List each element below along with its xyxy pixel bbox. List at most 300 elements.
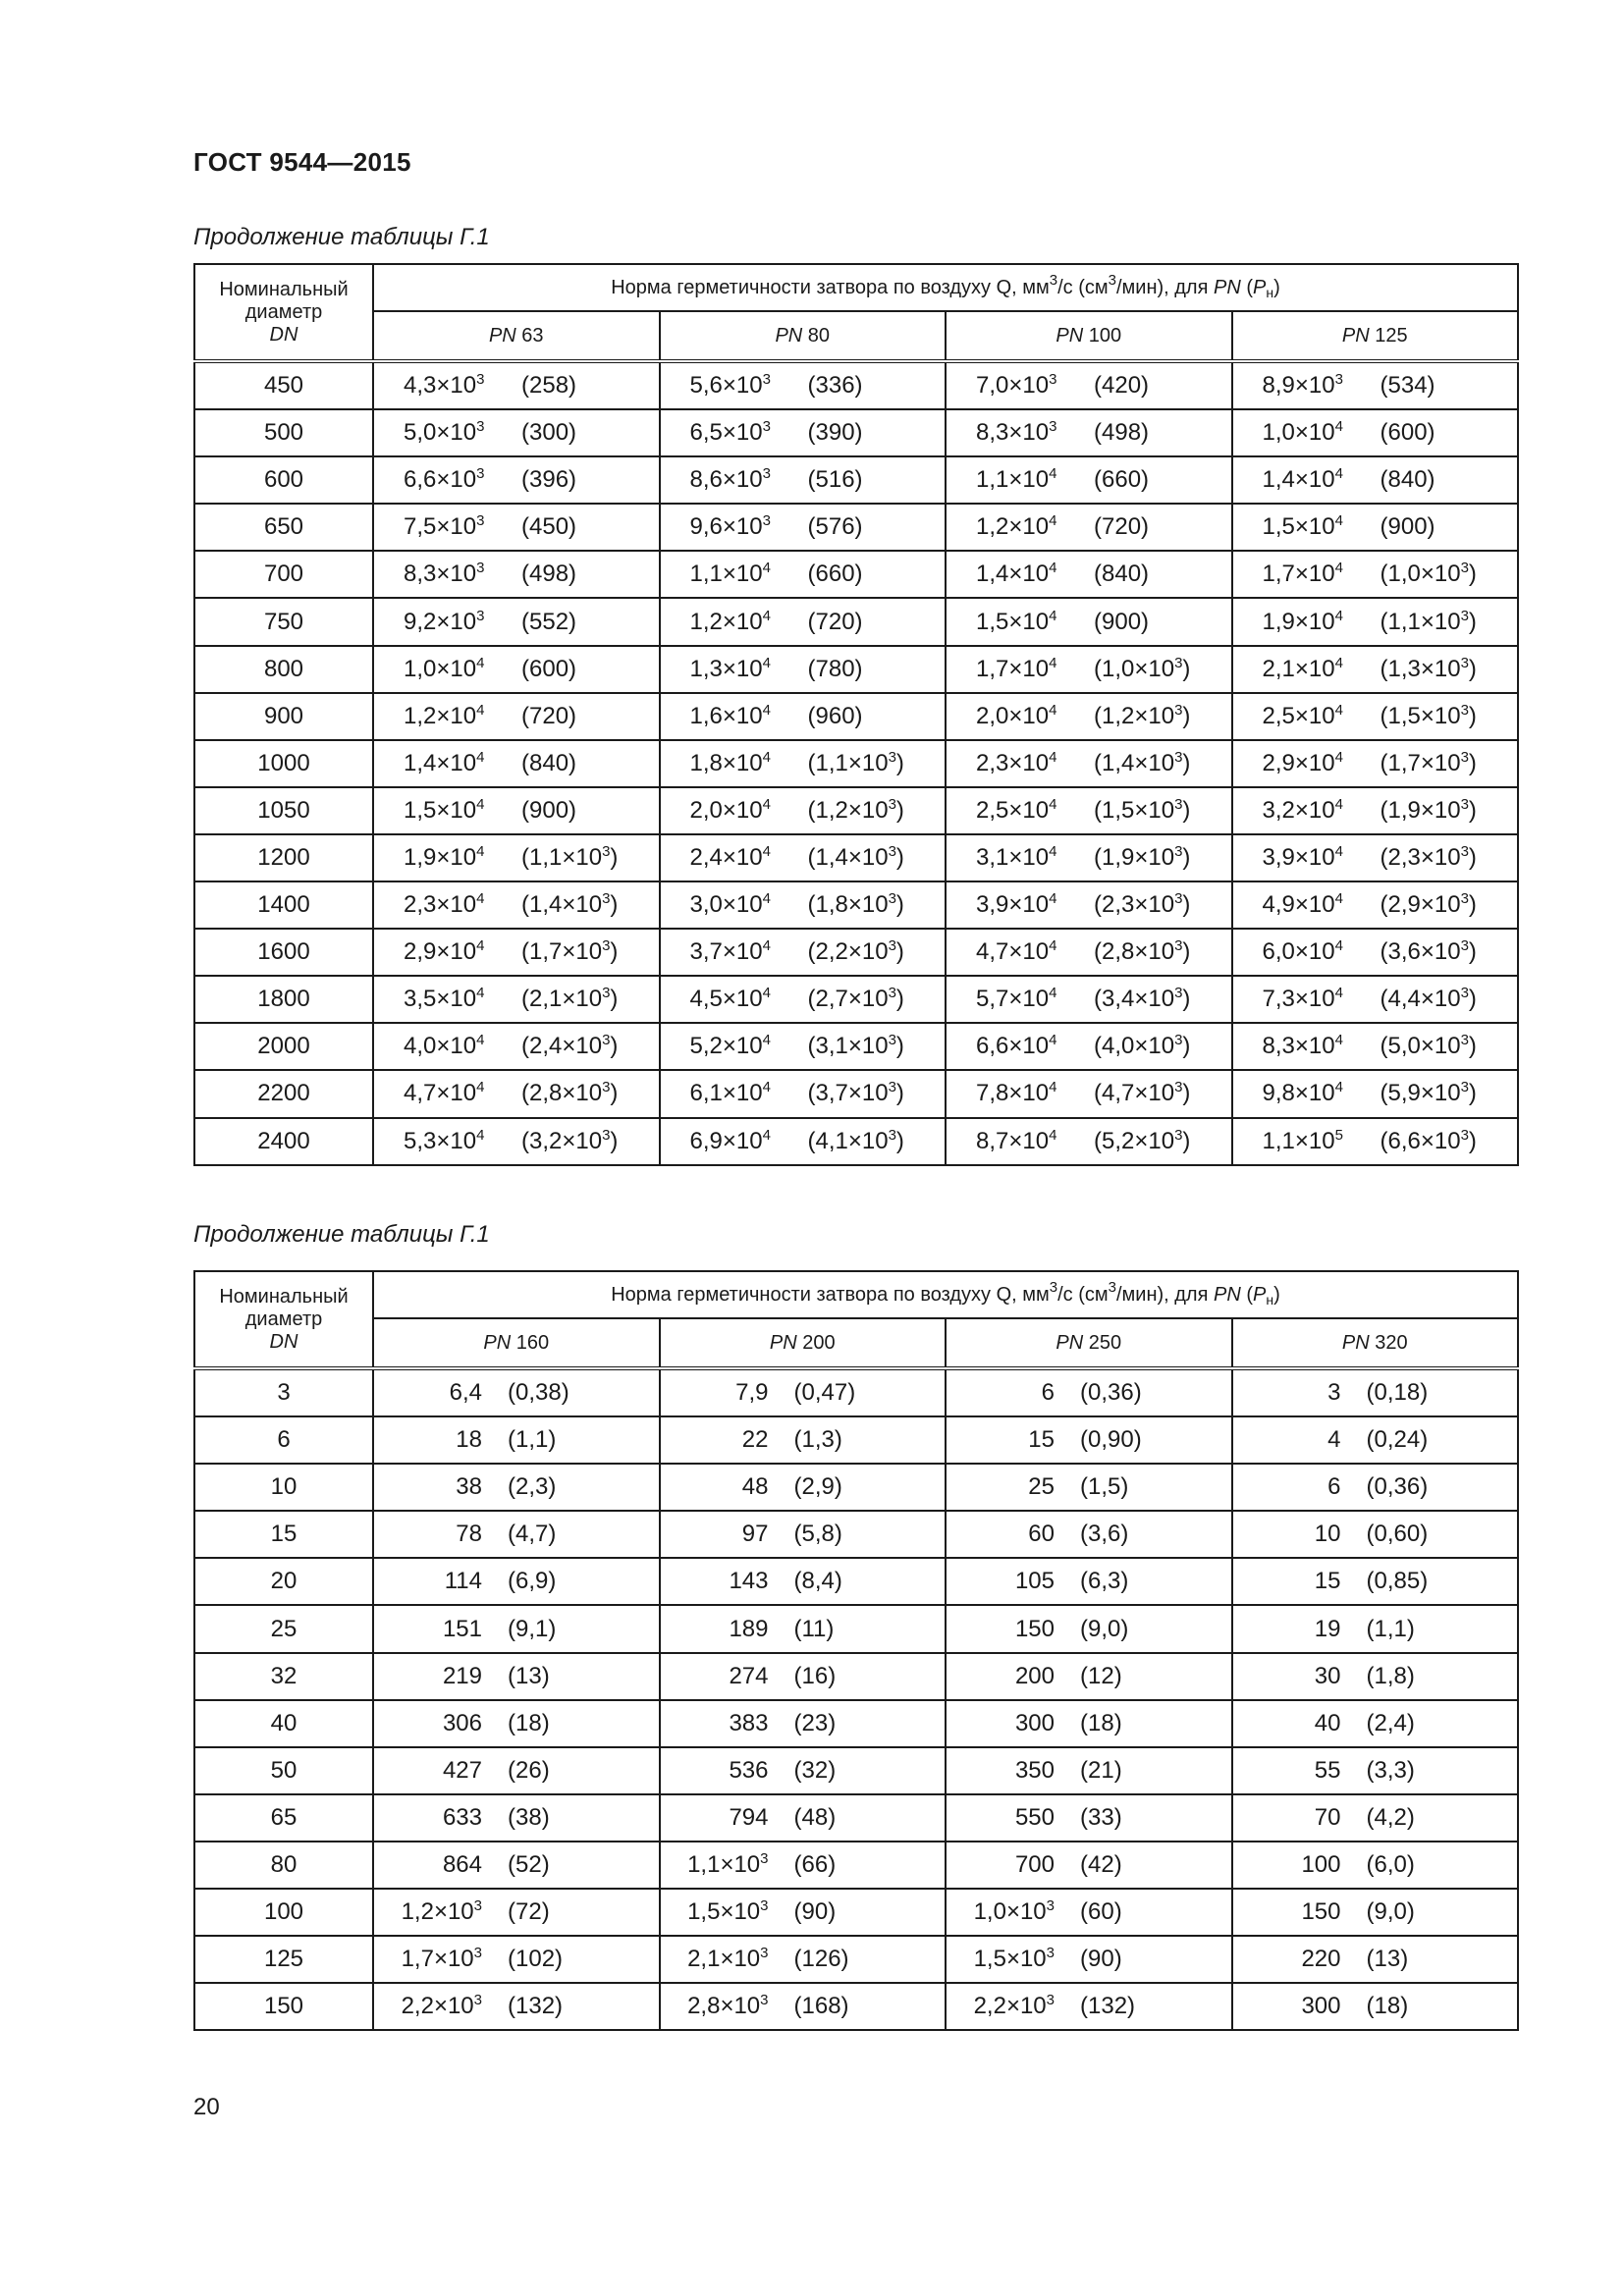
paren-value: (1,5×10	[1094, 796, 1175, 824]
paren-value: (18)	[1366, 1993, 1409, 2020]
leakage-value-cell	[373, 409, 660, 456]
dn-column-header	[194, 1271, 373, 1368]
mantissa: 1,5×10	[973, 1946, 1047, 1973]
leakage-value-cell	[1232, 551, 1519, 598]
table-row	[194, 976, 1518, 1023]
leakage-value-cell	[373, 740, 660, 787]
mantissa: 18	[456, 1426, 482, 1454]
dn-cell: 125	[194, 1936, 373, 1983]
mantissa: 700	[1014, 1850, 1055, 1878]
paren-value: (6,3)	[1080, 1568, 1129, 1595]
mantissa: 300	[1301, 1993, 1341, 2020]
leakage-value-cell	[946, 1023, 1232, 1070]
exponent: 4	[476, 1079, 485, 1096]
paren-close: )	[895, 843, 904, 871]
dn-cell: 150	[194, 1983, 373, 2030]
leakage-cm3min	[482, 1804, 550, 1832]
paren-close: )	[1182, 938, 1191, 966]
paren-value: (390)	[807, 419, 863, 447]
table-row	[194, 1653, 1518, 1700]
paren-value: (1,7×10	[521, 938, 603, 966]
paren-value: (132)	[508, 1993, 564, 2020]
leakage-cm3min	[521, 797, 576, 825]
mantissa: 550	[1014, 1803, 1055, 1831]
leakage-cm3min	[1094, 513, 1149, 541]
paren-value: (60)	[1080, 1898, 1122, 1926]
leakage-cm3min	[521, 419, 576, 447]
leakage-cm3min	[1380, 986, 1477, 1013]
mantissa: 1,1×10	[687, 1850, 761, 1878]
paren-close: )	[895, 938, 904, 966]
mantissa: 2,4×10	[689, 843, 763, 871]
table-caption: Продолжение таблицы Г.1	[193, 224, 490, 250]
dn-cell: 500	[194, 409, 373, 456]
mantissa: 1,5×10	[1262, 513, 1335, 541]
leakage-mm3s	[661, 1710, 769, 1737]
leakage-value-cell	[373, 598, 660, 645]
exponent: 3	[476, 371, 485, 389]
mantissa: 274	[729, 1662, 769, 1689]
exponent: 3	[888, 842, 896, 860]
paren-close: )	[610, 1127, 619, 1154]
paren-close: )	[610, 938, 619, 966]
leakage-cm3min	[521, 1080, 618, 1107]
mantissa: 7,0×10	[976, 372, 1050, 400]
leakage-mm3s	[661, 1898, 769, 1926]
leakage-value-cell	[373, 1889, 660, 1936]
table-row	[194, 881, 1518, 929]
leakage-value-cell	[946, 1558, 1232, 1605]
paren-value: (4,7)	[508, 1521, 557, 1548]
dn-cell: 80	[194, 1842, 373, 1889]
mantissa: 3,0×10	[689, 891, 763, 919]
mantissa: 1,7×10	[976, 655, 1050, 682]
exponent: 4	[1049, 1032, 1057, 1049]
paren-value: (840)	[521, 749, 577, 776]
leakage-mm3s	[1233, 1710, 1341, 1737]
leakage-cm3min	[808, 466, 863, 494]
exponent: 4	[1049, 560, 1057, 577]
dn-cell: 650	[194, 504, 373, 551]
table-row	[194, 1511, 1518, 1558]
mantissa: 2,3×10	[404, 891, 477, 919]
leakage-value-cell	[946, 834, 1232, 881]
leakage-value-cell	[660, 976, 947, 1023]
exponent: 4	[762, 1126, 771, 1144]
mantissa: 2,9×10	[1262, 749, 1335, 776]
table-row	[194, 1605, 1518, 1652]
pn-column-header: PN 100	[946, 311, 1232, 361]
paren-close: )	[895, 796, 904, 824]
exponent: 3	[1174, 937, 1183, 955]
paren-value: (1,0×10	[1094, 655, 1175, 682]
leakage-cm3min	[769, 1804, 837, 1832]
leakage-value-cell	[373, 1118, 660, 1165]
leakage-cm3min	[808, 797, 904, 825]
exponent: 3	[760, 1897, 769, 1915]
leakage-value-cell	[1232, 1416, 1519, 1464]
mantissa: 15	[1028, 1426, 1055, 1454]
exponent: 5	[1334, 1126, 1343, 1144]
mantissa: 6,0×10	[1262, 938, 1335, 966]
mantissa: 7,9	[735, 1379, 769, 1407]
leakage-value-cell	[946, 456, 1232, 504]
paren-close: )	[1468, 843, 1477, 871]
leakage-cm3min	[1380, 750, 1477, 777]
paren-value: (90)	[1080, 1946, 1122, 1973]
paren-value: (6,6×10	[1380, 1127, 1461, 1154]
exponent: 4	[762, 937, 771, 955]
paren-close: )	[895, 1127, 904, 1154]
exponent: 3	[1460, 890, 1469, 908]
paren-value: (42)	[1080, 1850, 1122, 1878]
mantissa: 1,5×10	[404, 796, 477, 824]
exponent: 4	[1049, 937, 1057, 955]
dn-cell: 3	[194, 1368, 373, 1416]
table-row	[194, 787, 1518, 834]
leakage-value-cell	[1232, 1653, 1519, 1700]
mantissa: 383	[729, 1709, 769, 1736]
leakage-mm3s	[947, 891, 1094, 919]
exponent: 3	[760, 1945, 769, 1962]
exponent: 3	[602, 1079, 611, 1096]
dn-header-line: Номинальный	[219, 278, 349, 300]
exponent: 3	[762, 512, 771, 530]
exponent: 4	[1049, 1079, 1057, 1096]
paren-value: (780)	[807, 655, 863, 682]
leakage-value-cell	[1232, 834, 1519, 881]
leakage-value-cell	[1232, 929, 1519, 976]
leakage-mm3s	[374, 561, 521, 588]
leakage-value-cell	[373, 929, 660, 976]
exponent: 3	[1174, 701, 1183, 719]
leakage-mm3s	[661, 513, 808, 541]
exponent: 3	[888, 985, 896, 1002]
exponent: 3	[1460, 1126, 1469, 1144]
leakage-cm3min	[1341, 1426, 1429, 1454]
exponent: 3	[1460, 560, 1469, 577]
leakage-mm3s	[1233, 466, 1380, 494]
leakage-cm3min	[482, 1851, 550, 1879]
paren-value: (4,7×10	[1094, 1080, 1175, 1107]
paren-value: (2,7×10	[807, 986, 889, 1013]
paren-close: )	[1468, 655, 1477, 682]
leakage-cm3min	[521, 844, 618, 872]
leakage-cm3min	[482, 1993, 563, 2020]
dn-cell: 1400	[194, 881, 373, 929]
paren-value: (126)	[793, 1946, 849, 1973]
exponent: 4	[1049, 654, 1057, 671]
leakage-cm3min	[808, 986, 904, 1013]
leakage-mm3s	[1233, 1663, 1341, 1690]
leakage-value-cell	[1232, 1936, 1519, 1983]
mantissa: 105	[1014, 1568, 1055, 1595]
paren-value: (2,9)	[793, 1473, 842, 1501]
exponent: 4	[762, 842, 771, 860]
mantissa: 536	[729, 1756, 769, 1784]
leakage-value-cell	[946, 361, 1232, 409]
table-row	[194, 456, 1518, 504]
leakage-value-cell	[1232, 1511, 1519, 1558]
paren-value: (0,47)	[793, 1379, 856, 1407]
paren-value: (2,2×10	[807, 938, 889, 966]
paren-value: (516)	[807, 466, 863, 494]
leakage-cm3min	[1380, 513, 1435, 541]
paren-close: )	[1182, 796, 1191, 824]
mantissa: 8,3×10	[1262, 1033, 1335, 1060]
leakage-value-cell	[946, 1070, 1232, 1117]
leakage-cm3min	[769, 1993, 849, 2020]
leakage-value-cell	[660, 834, 947, 881]
leakage-value-cell	[660, 504, 947, 551]
leakage-mm3s	[661, 986, 808, 1013]
leakage-mm3s	[661, 1663, 769, 1690]
dn-cell: 10	[194, 1464, 373, 1511]
exponent: 3	[888, 748, 896, 766]
paren-value: (4,4×10	[1380, 986, 1461, 1013]
leakage-value-cell	[373, 693, 660, 740]
leakage-mm3s	[1233, 1898, 1341, 1926]
leakage-cm3min	[1380, 844, 1477, 872]
dn-header-line: диаметр	[244, 1308, 323, 1330]
paren-close: )	[1468, 891, 1477, 919]
leakage-mm3s	[661, 466, 808, 494]
mantissa: 7,3×10	[1262, 986, 1335, 1013]
dn-cell: 20	[194, 1558, 373, 1605]
leakage-value-cell	[1232, 1070, 1519, 1117]
document-title: ГОСТ 9544—2015	[193, 147, 411, 177]
mantissa: 4,9×10	[1262, 891, 1335, 919]
paren-value: (168)	[793, 1993, 849, 2020]
leakage-cm3min	[1094, 1080, 1190, 1107]
leakage-mm3s	[661, 1757, 769, 1785]
dn-cell: 900	[194, 693, 373, 740]
leakage-cm3min	[808, 703, 863, 730]
mantissa: 22	[741, 1426, 769, 1454]
paren-value: (1,1×10	[521, 843, 603, 871]
mantissa: 4,3×10	[404, 372, 477, 400]
leakage-cm3min	[1341, 1898, 1415, 1926]
paren-value: (1,1×10	[807, 749, 889, 776]
paren-value: (1,5)	[1080, 1473, 1129, 1501]
paren-value: (900)	[521, 796, 577, 824]
leakage-mm3s	[1233, 1757, 1341, 1785]
leakage-value-cell	[660, 1023, 947, 1070]
leakage-cm3min	[1094, 938, 1190, 966]
exponent: 3	[473, 1897, 482, 1915]
leakage-cm3min	[482, 1379, 569, 1407]
paren-close: )	[1468, 749, 1477, 776]
paren-value: (720)	[521, 702, 577, 729]
paren-value: (0,36)	[1080, 1379, 1142, 1407]
exponent: 3	[1460, 748, 1469, 766]
exponent: 3	[888, 937, 896, 955]
paren-value: (18)	[1080, 1709, 1122, 1736]
leakage-mm3s	[1233, 656, 1380, 683]
exponent: 3	[1174, 654, 1183, 671]
paren-value: (4,2)	[1366, 1803, 1415, 1831]
exponent: 4	[1049, 465, 1057, 483]
leakage-value-cell	[1232, 1368, 1519, 1416]
paren-value: (498)	[521, 561, 577, 588]
dn-header-line: диаметр	[244, 300, 323, 323]
mantissa: 1,1×10	[976, 466, 1050, 494]
table-row	[194, 361, 1518, 409]
paren-value: (1,8×10	[807, 891, 889, 919]
leakage-cm3min	[1055, 1379, 1142, 1407]
paren-value: (38)	[508, 1803, 550, 1831]
leakage-mm3s	[947, 1080, 1094, 1107]
leakage-mm3s	[374, 1946, 482, 1973]
leakage-mm3s	[661, 938, 808, 966]
mantissa: 25	[1028, 1473, 1055, 1501]
leakage-cm3min	[808, 1033, 904, 1060]
mantissa: 40	[1314, 1709, 1341, 1736]
paren-value: (0,24)	[1366, 1426, 1429, 1454]
leakage-mm3s	[661, 1473, 769, 1501]
mantissa: 1,6×10	[689, 702, 763, 729]
exponent: 4	[1334, 842, 1343, 860]
paren-value: (72)	[508, 1898, 550, 1926]
paren-close: )	[1182, 702, 1191, 729]
leakage-value-cell	[373, 1464, 660, 1511]
paren-value: (1,7×10	[1380, 749, 1461, 776]
leakage-mm3s	[374, 986, 521, 1013]
exponent: 3	[762, 371, 771, 389]
exponent: 4	[1049, 842, 1057, 860]
pn-column-header: PN 63	[373, 311, 660, 361]
exponent: 3	[888, 795, 896, 813]
leakage-value-cell	[660, 361, 947, 409]
leakage-value-cell	[946, 1416, 1232, 1464]
leakage-cm3min	[808, 938, 904, 966]
leakage-mm3s	[374, 1710, 482, 1737]
leakage-mm3s	[1233, 1521, 1341, 1548]
exponent: 4	[1049, 985, 1057, 1002]
leakage-norm-header: Норма герметичности затвора по воздуху Q, $мм^3/с$ $(см^3/мин)$, для PN $(P_н)$	[373, 1271, 1518, 1318]
leakage-cm3min	[482, 1663, 550, 1690]
paren-value: (5,8)	[793, 1521, 842, 1548]
leakage-cm3min	[1341, 1710, 1415, 1737]
exponent: 3	[1460, 607, 1469, 624]
leakage-value-cell	[946, 976, 1232, 1023]
mantissa: 78	[456, 1521, 482, 1548]
leakage-mm3s	[661, 419, 808, 447]
exponent: 3	[602, 890, 611, 908]
paren-value: (9,0)	[1366, 1898, 1415, 1926]
mantissa: 3,9×10	[976, 891, 1050, 919]
leakage-value-cell	[660, 1605, 947, 1652]
paren-value: (1,1)	[1366, 1615, 1415, 1642]
leakage-cm3min	[521, 986, 618, 1013]
leakage-cm3min	[1094, 891, 1190, 919]
paren-close: )	[1182, 891, 1191, 919]
exponent: 3	[476, 465, 485, 483]
leakage-cm3min	[808, 1128, 904, 1155]
exponent: 3	[762, 465, 771, 483]
mantissa: 5,0×10	[404, 419, 477, 447]
leakage-cm3min	[1380, 561, 1477, 588]
leakage-value-cell	[660, 881, 947, 929]
leakage-mm3s	[947, 1379, 1055, 1407]
mantissa: 70	[1314, 1803, 1341, 1831]
leakage-value-cell	[1232, 456, 1519, 504]
paren-value: (0,85)	[1366, 1568, 1429, 1595]
leakage-value-cell	[1232, 598, 1519, 645]
leakage-mm3s	[374, 1426, 482, 1454]
leakage-value-cell	[660, 551, 947, 598]
paren-close: )	[1468, 938, 1477, 966]
paren-value: (534)	[1380, 372, 1435, 400]
leakage-value-cell	[1232, 1118, 1519, 1165]
leakage-mm3s	[374, 656, 521, 683]
leakage-value-cell	[660, 1747, 947, 1794]
table-row	[194, 1842, 1518, 1889]
leakage-cm3min	[1094, 466, 1149, 494]
exponent: 4	[1334, 748, 1343, 766]
paren-value: (258)	[521, 372, 577, 400]
paren-value: (3,4×10	[1094, 986, 1175, 1013]
leakage-value-cell	[373, 1747, 660, 1794]
leakage-value-cell	[946, 740, 1232, 787]
leakage-value-cell	[373, 551, 660, 598]
mantissa: 151	[442, 1615, 482, 1642]
leakage-mm3s	[374, 1898, 482, 1926]
leakage-cm3min	[808, 372, 863, 400]
table-row	[194, 1747, 1518, 1794]
mantissa: 3,1×10	[976, 843, 1050, 871]
leakage-value-cell	[946, 1653, 1232, 1700]
leakage-mm3s	[947, 703, 1094, 730]
mantissa: 150	[1014, 1615, 1055, 1642]
mantissa: 6	[1041, 1379, 1055, 1407]
leakage-value-cell	[1232, 1983, 1519, 2030]
leakage-mm3s	[947, 1851, 1055, 1879]
dn-cell: 1000	[194, 740, 373, 787]
leakage-value-cell	[946, 1842, 1232, 1889]
leakage-cm3min	[1380, 609, 1477, 636]
dn-cell: 100	[194, 1889, 373, 1936]
paren-value: (3,3)	[1366, 1756, 1415, 1784]
paren-value: (11)	[793, 1615, 835, 1642]
leakage-mm3s	[661, 797, 808, 825]
leakage-value-cell	[1232, 409, 1519, 456]
paren-value: (52)	[508, 1850, 550, 1878]
paren-value: (0,60)	[1366, 1521, 1429, 1548]
exponent: 4	[762, 985, 771, 1002]
mantissa: 19	[1314, 1615, 1341, 1642]
leakage-mm3s	[374, 1473, 482, 1501]
leakage-value-cell	[946, 693, 1232, 740]
mantissa: 100	[1301, 1850, 1341, 1878]
leakage-mm3s	[1233, 372, 1380, 400]
paren-close: )	[1182, 1127, 1191, 1154]
leakage-value-cell	[1232, 1889, 1519, 1936]
paren-close: )	[1468, 561, 1477, 588]
leakage-cm3min	[808, 419, 863, 447]
dn-cell: 40	[194, 1700, 373, 1747]
leakage-cm3min	[482, 1757, 550, 1785]
exponent: 4	[476, 890, 485, 908]
exponent: 4	[762, 654, 771, 671]
leakage-value-cell	[1232, 1605, 1519, 1652]
table-row	[194, 504, 1518, 551]
leakage-value-cell	[946, 504, 1232, 551]
exponent: 4	[1334, 607, 1343, 624]
leakage-mm3s	[947, 1568, 1055, 1595]
table-row	[194, 1794, 1518, 1842]
leakage-mm3s	[947, 1616, 1055, 1643]
